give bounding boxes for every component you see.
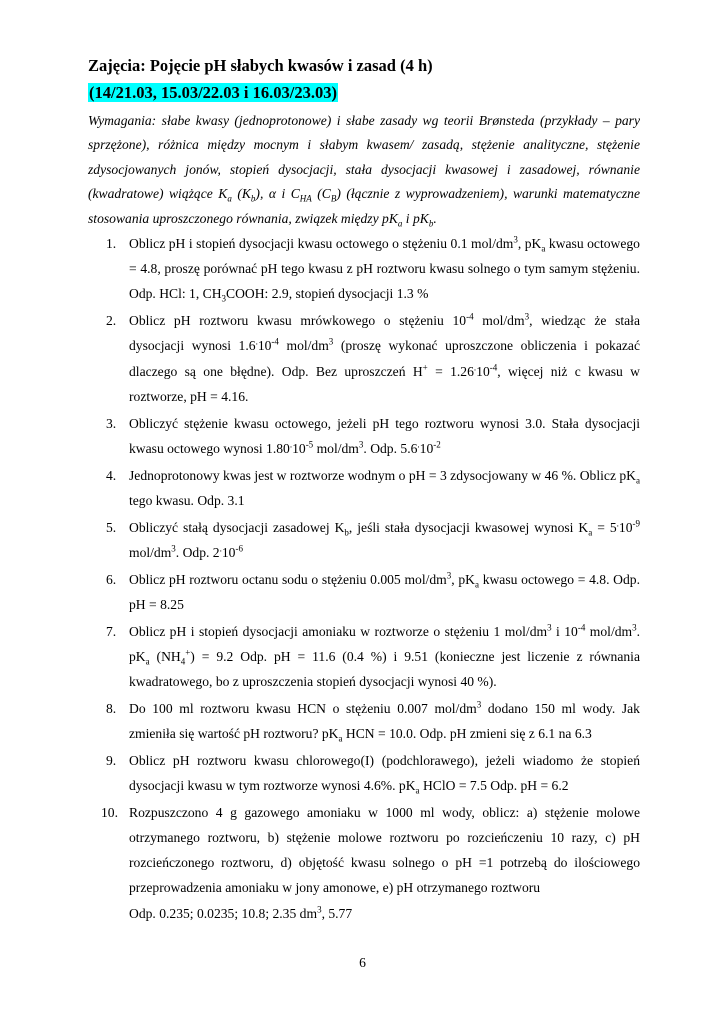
problem-number: 9. — [106, 752, 117, 768]
page-title: Zajęcia: Pojęcie pH słabych kwasów i zasad (4 h) — [88, 56, 433, 75]
problem-number: 2. — [106, 313, 117, 329]
problem-number: 10. — [101, 804, 118, 820]
problem-item: 2. Oblicz pH roztworu kwasu mrówkowego o stężeniu $10^{-4}$ mol/$dm^3$, wiedząc że stała dysocjacji wynosi $1.6^.10^{-4}$ mol/$dm^3$ (proszę wykonać uproszczone obliczenia i pokazać dlaczego są one błędne). Odp. Bez uproszczeń $H^+ = 1.26^.10^{-4}$, więcej niż c kwasu w roztworze, pH = 4.16. — [88, 308, 640, 409]
problem-number: 7. — [106, 623, 117, 639]
page-content — [88, 53, 640, 927]
problem-item: 9. Oblicz pH roztworu kwasu chlorowego(I) (podchlorawego), jeżeli wiadomo że stopień dysocjacji kwasu w tym roztworze wynosi 4.6%. $pK_a$ HClO = 7.5 Odp. pH = 6.2 — [88, 748, 640, 798]
requirements-paragraph: Wymagania: słabe kwasy (jednoprotonowe) i słabe zasady wg teorii Brønsteda (przykłady – pary sprzężone), różnica między mocnym i słabym kwasem/ zasadą, stężenie analityczne, stężenie zdysocjowanych jonów, stopień dysocjacji, stała dysocjacji kwasowej i zasadowej, równanie (kwadratowe) wiążące $K_a$ $(K_b)$, α i $C_{HA}$ $(C_B)$ (łącznie z wyprowadzeniem), warunki matematyczne stosowania uproszczonego równania, związek między $pK_a$ i $pK_b$. — [88, 113, 640, 229]
problem-item: 1. Oblicz pH i stopień dysocjacji kwasu octowego o stężeniu 0.1 mol/$dm^3$, $pK_a$ kwasu octowego = 4.8, proszę porównać pH tego kwasu z pH roztworu kwasu solnego o tym samym stężeniu. Odp. HCl: 1, $CH_3COOH$: 2.9, stopień dysocjacji 1.3 % — [88, 231, 640, 307]
problem-item: 10. Rozpuszczono 4 g gazowego amoniaku w 1000 ml wody, oblicz: a) stężenie molowe otrzymanego roztworu, b) stężenie molowe roztworu po rozcieńczeniu 10 razy, c) pH rozcieńczonego roztworu, d) objętość kwasu solnego o pH =1 potrzebą do ilościowego przeprowadzenia amoniaku w jony amonowe, e) pH otrzymanego roztworu Odp. 0.235; 0.0235; 10.8; 2.35 $dm^3$, 5.77 — [88, 800, 640, 926]
problem-number: 8. — [106, 700, 117, 716]
problem-item: 5. Obliczyć stałą dysocjacji zasadowej $K_b$, jeśli stała dysocjacji kwasowej wynosi $K_a = 5^.10^{-9}$ mol/$dm^3$. Odp. $2^.10^{-6}$ — [88, 515, 640, 565]
session-dates — [88, 81, 640, 106]
problem-item: 8. Do 100 ml roztworu kwasu HCN o stężeniu 0.007 mol/$dm^3$ dodano 150 ml wody. Jak zmieniła się wartość pH roztworu? $pK_a$ HCN = 10.0. Odp. pH zmieni się z 6.1 na 6.3 — [88, 696, 640, 746]
problem-answer: Odp. 0.235; 0.0235; 10.8; 2.35 $dm^3$, 5.77 — [129, 904, 353, 921]
problem-list — [88, 231, 640, 926]
problem-item: 3. Obliczyć stężenie kwasu octowego, jeżeli pH tego roztworu wynosi 3.0. Stała dysocjacji kwasu octowego wynosi $1.80^.10^{-5}$ mol/$dm^3$. Odp. $5.6^.10^{-2}$ — [88, 411, 640, 461]
problem-number: 4. — [106, 467, 117, 483]
page-number: 6 — [359, 955, 366, 970]
problem-number: 3. — [106, 415, 117, 431]
problem-item: 7. Oblicz pH i stopień dysocjacji amoniaku w roztworze o stężeniu 1 mol/$dm^3$ i $10^{-4}$ mol/$dm^3$. $pK_a$ $(NH_4^+) = 9.2$ Odp. pH = 11.6 (0.4 %) i 9.51 (konieczne jest liczenie z równania kwadratowego, bo z uproszczenia stopień dysocjacji wynosi 40 %). — [88, 619, 640, 695]
dates-highlight: (14/21.03, 15.03/22.03 i 16.03/23.03) — [89, 83, 337, 102]
problem-item: 6. Oblicz pH roztworu octanu sodu o stężeniu 0.005 mol/$dm^3$, $pK_a$ kwasu octowego = 4.8. Odp. pH = 8.25 — [88, 567, 640, 617]
problem-number: 5. — [106, 519, 117, 535]
problem-item: 4. Jednoprotonowy kwas jest w roztworze wodnym o pH = 3 zdysocjowany w 46 %. Oblicz $pK_a$ tego kwasu. Odp. 3.1 — [88, 463, 640, 513]
problem-number: 1. — [106, 236, 117, 252]
problem-number: 6. — [106, 571, 117, 587]
